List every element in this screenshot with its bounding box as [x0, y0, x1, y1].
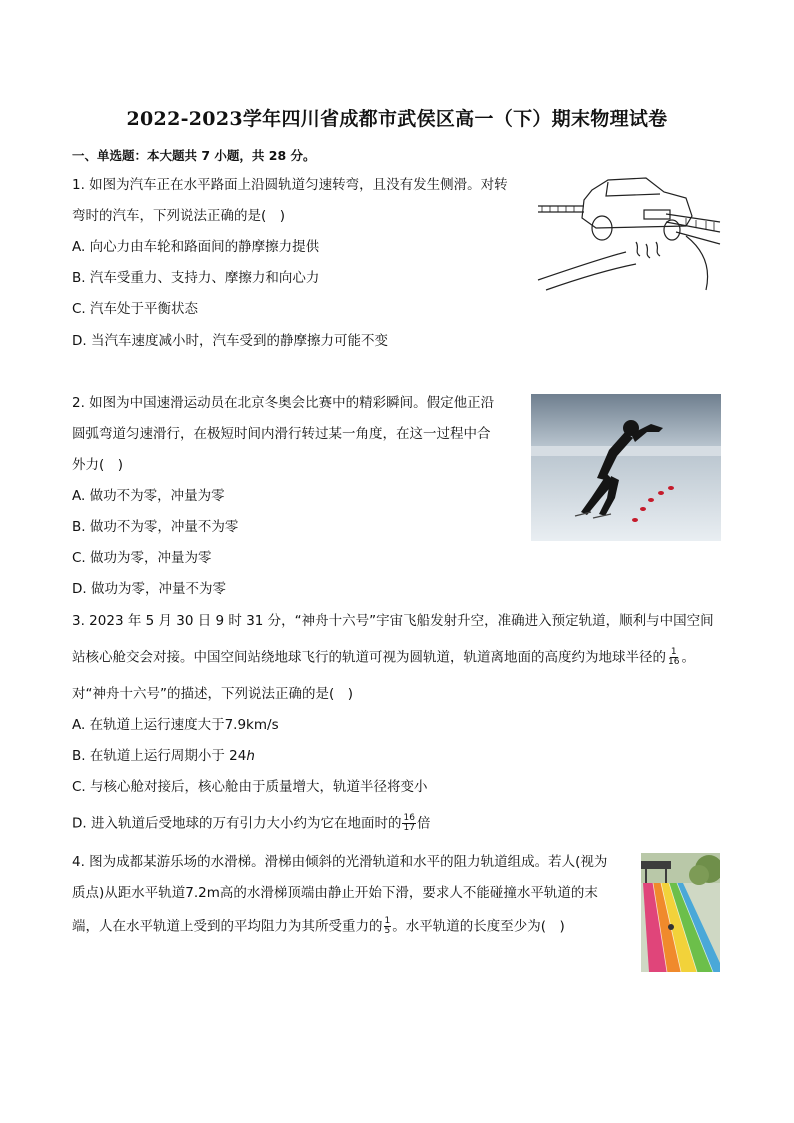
- q2-option-a: A. 做功不为零，冲量为零: [72, 488, 225, 504]
- q3-option-b-text: B. 在轨道上运行周期小于 24: [72, 748, 247, 764]
- q3-option-b-unit: h: [246, 748, 255, 764]
- q1-option-d: D. 当汽车速度减小时，汽车受到的静摩擦力可能不变: [72, 333, 388, 349]
- q2-stem-line1: 2. 如图为中国速滑运动员在北京冬奥会比赛中的精彩瞬间。假定他正沿: [72, 395, 495, 411]
- fraction-sixteen-seventeenths: [402, 814, 415, 833]
- q3-option-d-end: 倍: [416, 815, 431, 832]
- q1-option-a: A. 向心力由车轮和路面间的静摩擦力提供: [72, 239, 320, 255]
- q3-option-c: C. 与核心舱对接后，核心舱由于质量增大，轨道半径将变小: [72, 779, 428, 795]
- q3-stem-line2-text: 站核心舱交会对接。中国空间站绕地球飞行的轨道可视为圆轨道，轨道离地面的高度约为地球半径的: [72, 649, 666, 666]
- fraction-numerator: 16: [403, 813, 415, 823]
- car-turning-illustration: [536, 172, 722, 292]
- q3-option-d-text: D. 进入轨道后受地球的万有引力大小约为它在地面时的: [72, 815, 402, 832]
- q2-option-b: B. 做功不为零，冲量不为零: [72, 519, 239, 535]
- q4-stem-line3-text: 端，人在水平轨道上受到的平均阻力为其所受重力的: [72, 918, 383, 935]
- q4-stem-line3: [72, 917, 565, 936]
- q2-stem-line3: 外力( ): [72, 457, 124, 473]
- q3-stem-line2: [72, 648, 695, 667]
- q3-option-b: [72, 747, 255, 765]
- section-heading: 一、单选题：本大题共 7 小题，共 28 分。: [72, 148, 316, 163]
- q2-option-c: C. 做功为零，冲量为零: [72, 550, 212, 566]
- q2-option-d: D. 做功为零，冲量不为零: [72, 581, 226, 597]
- q1-option-b: B. 汽车受重力、支持力、摩擦力和向心力: [72, 270, 320, 286]
- q1-stem-line1: 1. 如图为汽车正在水平路面上沿圆轨道匀速转弯，且没有发生侧滑。对转: [72, 177, 508, 193]
- q3-stem-line2-end: 。: [681, 649, 695, 666]
- fraction-denominator: 5: [384, 926, 391, 936]
- fraction-numerator: 1: [670, 647, 677, 657]
- q4-stem-line2: 质点)从距水平轨道7.2m高的水滑梯顶端由静止开始下滑，要求人不能碰撞水平轨道的末: [72, 885, 598, 901]
- fraction-one-sixteenth: [667, 648, 680, 667]
- q2-stem-line2: 圆弧弯道匀速滑行，在极短时间内滑行转过某一角度，在这一过程中合: [72, 426, 491, 442]
- q4-stem-line3-end: 。水平轨道的长度至少为( ): [392, 918, 565, 935]
- fraction-denominator: 16: [668, 657, 680, 667]
- q3-stem-line1: 3. 2023 年 5 月 30 日 9 时 31 分，“神舟十六号”宇宙飞船发射升空，准确进入预定轨道，顺利与中国空间: [72, 613, 714, 629]
- fraction-numerator: 1: [384, 916, 391, 926]
- q1-stem-line2: 弯时的汽车，下列说法正确的是( ): [72, 208, 286, 224]
- water-slide-photo: [641, 853, 720, 972]
- q3-option-a: A. 在轨道上运行速度大于7.9km/s: [72, 717, 279, 733]
- q4-stem-line1: 4. 图为成都某游乐场的水滑梯。滑梯由倾斜的光滑轨道和水平的阻力轨道组成。若人(视为: [72, 854, 608, 870]
- page-title: 2022-2023学年四川省成都市武侯区高一（下）期末物理试卷: [126, 108, 668, 130]
- speed-skater-photo: [531, 394, 721, 541]
- fraction-denominator: 17: [403, 823, 415, 833]
- q3-stem-line3: 对“神舟十六号”的描述，下列说法正确的是( ): [72, 686, 354, 702]
- fraction-one-fifth: [384, 917, 392, 936]
- q3-option-d: [72, 814, 430, 833]
- q1-option-c: C. 汽车处于平衡状态: [72, 301, 199, 317]
